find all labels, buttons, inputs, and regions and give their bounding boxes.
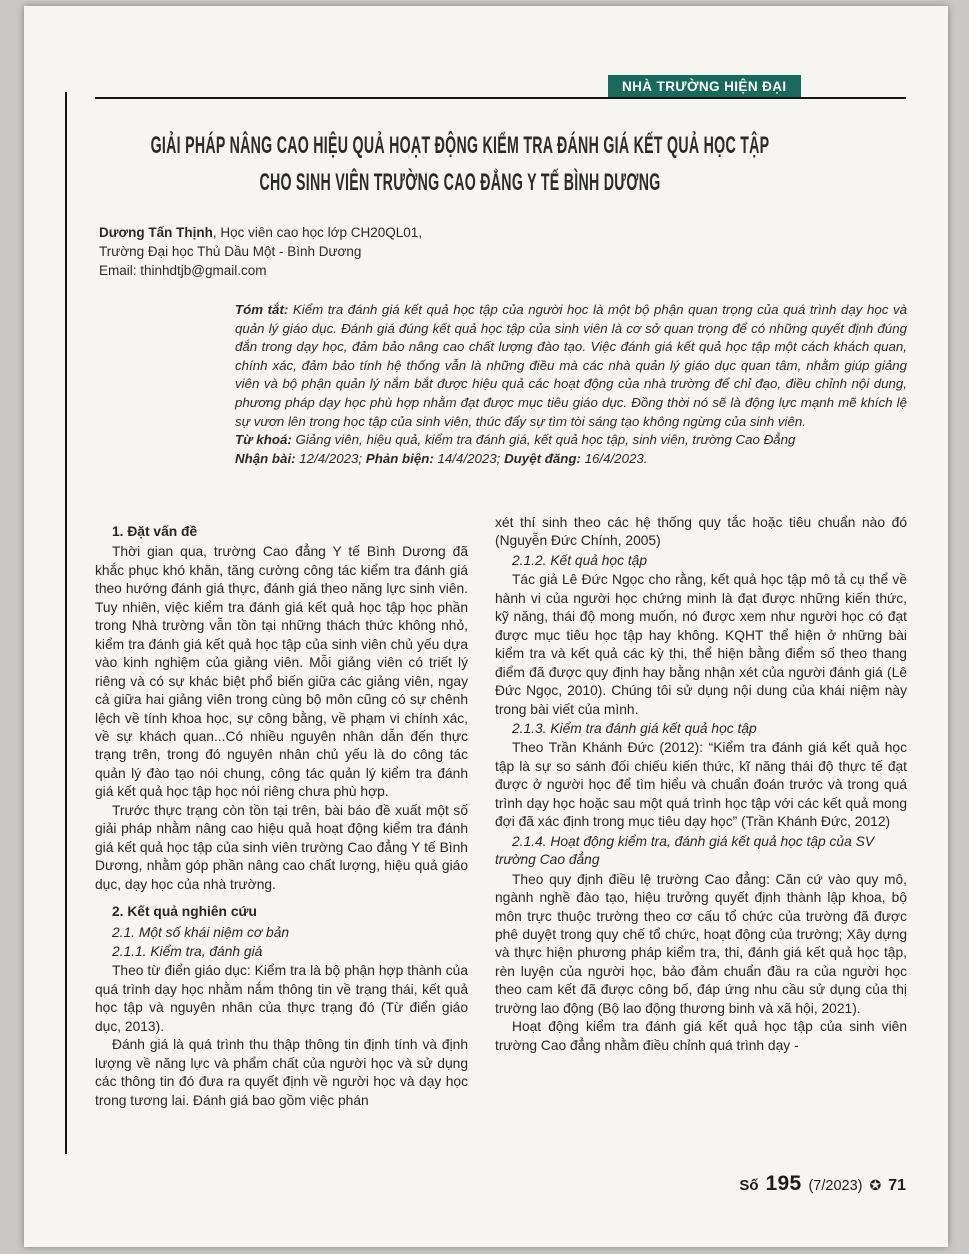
paragraph: Đánh giá là quá trình thu thập thông tin định tính và định lượng về năng lực và phẩm chất của người học và sử dụng các thông tin đó đưa ra quyết định về người học và dạy học trong tương lai. Đánh giá bao gồm việc phán (95, 1037, 468, 1108)
paragraph-continuation: xét thí sinh theo các hệ thống quy tắc hoặc tiêu chuẩn nào đó (Nguyễn Đức Chính, 2005) (495, 515, 907, 549)
dates-line (235, 450, 907, 469)
paragraph: Theo quy định điều lệ trường Cao đẳng: Căn cứ vào quy mô, ngành nghề đào tạo, hiệu trưởng quyết định thành lập khoa, bộ môn trực thuộc trường theo cơ cấu tổ chức của trường đã được phê duyệt trong quy chế tổ chức, hoạt động của trường; Xây dựng và thực hiện phương pháp kiểm tra, thi, đánh giá kết quả học tập, rèn luyện của người học, bảo đảm chuẩn đầu ra của người học theo cam kết đã được công bố, đáp ứng nhu cầu sử dụng của thị trường lao động (Bộ lao động thương binh và xã hội, 2021). (495, 871, 907, 1016)
paragraph: Trước thực trạng còn tồn tại trên, bài báo đề xuất một số giải pháp nhằm nâng cao hiệu quả hoạt động kiểm tra đánh giá kết quả học tập của sinh viên trường Cao đẳng Y tế Bình Dương, nhằm góp phần nâng cao chất lượng, hiệu quả giáo dục, dạy học của nhà trường. (95, 802, 468, 892)
footer-ornament-icon: ✪ (869, 1177, 882, 1193)
review-label: Phản biện: (365, 450, 434, 466)
received-label: Nhận bài: (235, 450, 296, 466)
received-date: 12/4/2023; (299, 450, 363, 466)
header-divider-rule (95, 97, 906, 99)
accepted-label: Duyệt đăng: (504, 450, 581, 466)
title-line-2: CHO SINH VIÊN TRƯỜNG CAO ĐẲNG Y TẾ BÌNH DƯƠNG (259, 169, 661, 196)
subsection-heading-211: 2.1.1. Kiểm tra, đánh giá (112, 943, 263, 959)
footer-issue-date: (7/2023) (808, 1178, 863, 1194)
abstract-block (235, 301, 907, 468)
keywords-text: Giảng viên, hiệu quả, kiểm tra đánh giá, kết quả học tập, sinh viên, trường Cao Đẳng (295, 432, 796, 448)
footer-issue-number: 195 (765, 1172, 802, 1195)
paragraph: Tác giả Lê Đức Ngọc cho rằng, kết quả học tập mô tả cụ thể về hành vi của người học chứng minh là đạt được những kiến thức, kỹ năng, thái độ mong muốn, nó được xem như người học có đạt được mục tiêu học tập hay không. KQHT thể hiện ở những bài kiểm tra và kết quả các kỳ thi, thể hiện bằng điểm số theo thang điểm đã được quy định hay bằng nhận xét của người đánh giá (Lê Đức Ngọc, 2010). Chúng tôi sử dụng nội dung của khái niệm này trong bài viết của mình. (495, 572, 907, 717)
paragraph: Thời gian qua, trường Cao đẳng Y tế Bình Dương đã khắc phục khó khăn, tăng cường công tác kiểm tra đánh giá theo hướng đánh giá thực, đánh giá theo năng lực sinh viên. Tuy nhiên, việc kiểm tra đánh giá kết quả học tập học phần trong Nhà trường vẫn tồn tại những thách thức không nhỏ, kiểm tra đánh giá kết quả học tập của sinh viên chủ yếu dựa vào kinh nghiệm của giảng viên. Mỗi giảng viên có triết lý riêng và có sự khác biệt phổ biến giữa các giảng viên, ngay cả giữa hai giảng viên trong cùng bộ môn cũng có sự chênh lệch về tính khoa học, sự công bằng, về phạm vi chính xác, về sự khách quan...Có nhiều nguyên nhân dẫn đến thực trạng trên, trong đó nguyên nhân chủ yếu là do công tác quản lý đào tạo nói chung, công tác quản lý kiểm tra đánh giá kết quả học tập học nói riêng chưa phù hợp. (95, 544, 468, 800)
author-name: Dương Tấn Thịnh (99, 225, 213, 240)
author-affiliation: Trường Đại học Thủ Dầu Một - Bình Dương (99, 244, 362, 259)
author-block (99, 223, 422, 280)
subsection-heading-214: 2.1.4. Hoạt động kiểm tra, đánh giá kết quả học tập của SV trường Cao đẳng (495, 833, 875, 868)
body-columns (95, 514, 907, 1110)
title-line-1: GIẢI PHÁP NÂNG CAO HIỆU QUẢ HOẠT ĐỘNG KIỂM TRA ĐÁNH GIÁ KẾT QUẢ HỌC TẬP (150, 132, 770, 159)
left-column (95, 514, 468, 1110)
article-title (91, 127, 829, 201)
paragraph: Hoạt động kiểm tra đánh giá kết quả học tập của sinh viên trường Cao đẳng nhằm điều chỉnh quá trình dạy - (495, 1019, 907, 1053)
abstract-label: Tóm tắt: (235, 302, 289, 317)
page-footer (739, 1172, 906, 1196)
subsection-heading-212: 2.1.2. Kết quả học tập (512, 552, 648, 568)
subsection-heading-21: 2.1. Một số khái niệm cơ bản (112, 924, 290, 940)
author-line-1 (99, 223, 422, 242)
abstract-text: Kiểm tra đánh giá kết quả học tập của người học là một bộ phận quan trọng của quá trình dạy học và quản lý giáo dục. Đánh giá đúng kết quả học tập của sinh viên là cơ sở quan trọng để có những quyết định đúng đắn trong dạy học, đảm bảo nâng cao chất lượng đào tạo. Việc đánh giá kết quả học tập một cách khách quan, chính xác, đảm bảo tính hệ thống vẫn là những điều mà các nhà quản lý giáo dục quan tâm, nhằm giúp giảng viên và bộ phận quản lý nắm bắt được hiệu quả các hoạt động của nhà trường để chỉ đạo, điều chỉnh nội dung, phương pháp dạy học phù hợp nhằm đạt được mục tiêu giáo dục. Đồng thời nó sẽ là động lực mạnh mẽ khích lệ sự vươn lên trong học tập của sinh viên, thúc đẩy sự tìm tòi sáng tạo không ngừng của sinh viên. (235, 302, 907, 429)
keywords-line (235, 431, 907, 450)
right-column (495, 514, 907, 1110)
author-role: , Học viên cao học lớp CH20QL01, (212, 225, 423, 240)
review-date: 14/4/2023; (437, 450, 501, 466)
accepted-date: 16/4/2023. (584, 450, 648, 466)
author-email: Email: thinhdtjb@gmail.com (99, 263, 267, 278)
subsection-heading-213: 2.1.3. Kiểm tra đánh giá kết quả học tập (512, 720, 757, 736)
footer-page-number: 71 (888, 1177, 906, 1194)
left-border-rule (65, 92, 67, 1154)
abstract-paragraph (235, 301, 907, 431)
keywords-label: Từ khoá: (235, 432, 292, 448)
section-badge: NHÀ TRƯỜNG HIỆN ĐẠI (608, 75, 801, 98)
footer-issue-label: Số (739, 1177, 759, 1194)
section-heading-1: 1. Đặt vấn đề (112, 524, 198, 539)
section-heading-2: 2. Kết quả nghiên cứu (112, 904, 257, 920)
paragraph: Theo Trần Khánh Đức (2012): “Kiểm tra đánh giá kết quả học tập là sự so sánh đối chiếu kiến thức, kĩ năng thái độ thực tế đạt được ở người học để tìm hiểu và chuẩn đoán trước và trong quá trình dạy học hoặc sau một quá trình học tập với các kết quả mong đợi đã xác định trong mục tiêu dạy học” (Trần Khánh Đức, 2012) (495, 740, 907, 830)
paragraph: Theo từ điển giáo dục: Kiểm tra là bộ phận hợp thành của quá trình dạy học nhằm nắm thông tin về trạng thái, kết quả học tập và nguyên nhân của thực trạng đó (Từ điển giáo dục, 2013). (95, 963, 468, 1034)
